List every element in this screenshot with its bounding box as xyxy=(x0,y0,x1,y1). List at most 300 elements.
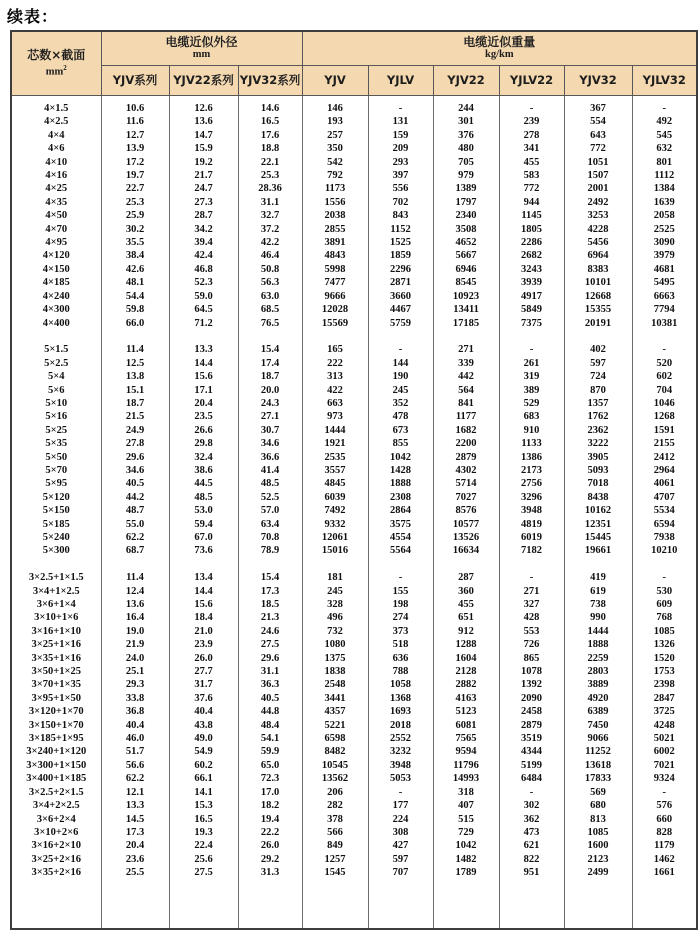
value-cell: 3575 xyxy=(368,518,433,531)
value-cell: 4920 xyxy=(564,692,632,705)
table-row xyxy=(11,397,697,410)
value-cell: 1838 xyxy=(302,665,368,678)
value-cell: 1921 xyxy=(302,437,368,450)
value-cell: 59.0 xyxy=(169,290,238,303)
row-spec-cell: 4×150 xyxy=(42,263,70,275)
value-cell: 2286 xyxy=(499,236,564,249)
value-cell: 11252 xyxy=(564,745,632,758)
value-cell: 643 xyxy=(564,129,632,142)
value-cell: 41.4 xyxy=(238,464,302,477)
table-row xyxy=(11,531,697,544)
value-cell: 1600 xyxy=(564,839,632,852)
value-cell: 402 xyxy=(564,343,632,356)
table-row xyxy=(11,223,697,236)
value-cell: 6039 xyxy=(302,491,368,504)
value-cell: 680 xyxy=(564,799,632,812)
table-row xyxy=(11,799,697,812)
value-cell: 2458 xyxy=(499,705,564,718)
value-cell: 37.6 xyxy=(169,692,238,705)
value-cell: 15016 xyxy=(302,544,368,557)
empty-cell xyxy=(302,330,368,343)
value-cell: 2492 xyxy=(564,196,632,209)
value-cell: 224 xyxy=(368,813,433,826)
value-cell: 20.0 xyxy=(238,384,302,397)
value-cell: 530 xyxy=(632,585,697,598)
table-header xyxy=(11,31,697,95)
value-cell: 597 xyxy=(368,853,433,866)
value-cell: 21.3 xyxy=(238,611,302,624)
value-cell: 24.0 xyxy=(101,652,169,665)
table-row xyxy=(11,745,697,758)
value-cell: 5199 xyxy=(499,759,564,772)
value-cell: 3891 xyxy=(302,236,368,249)
value-cell: 1507 xyxy=(564,169,632,182)
value-cell: 25.3 xyxy=(238,169,302,182)
value-cell: 20191 xyxy=(564,317,632,330)
value-cell: 5534 xyxy=(632,504,697,517)
value-cell: 6019 xyxy=(499,531,564,544)
value-cell: 36.6 xyxy=(238,451,302,464)
row-spec-cell: 3×10+1×6 xyxy=(34,612,79,624)
value-cell: 7794 xyxy=(632,303,697,316)
row-spec-cell: 3×240+1×120 xyxy=(26,746,87,758)
value-cell: 1545 xyxy=(302,866,368,879)
header-weight-label: 电缆近似重量 xyxy=(463,35,536,50)
value-cell: 42.6 xyxy=(101,263,169,276)
value-cell: 52.3 xyxy=(169,276,238,289)
value-cell: 42.2 xyxy=(238,236,302,249)
empty-cell xyxy=(632,558,697,571)
value-cell: 9066 xyxy=(564,732,632,745)
value-cell: 7021 xyxy=(632,759,697,772)
value-cell: - xyxy=(368,102,433,115)
value-cell: 16634 xyxy=(433,544,499,557)
table-row xyxy=(11,263,697,276)
table-row xyxy=(11,491,697,504)
value-cell: 397 xyxy=(368,169,433,182)
value-cell: 496 xyxy=(302,611,368,624)
header-col-yjv22-series: YJV22系列 xyxy=(169,65,238,95)
value-cell: 442 xyxy=(433,370,499,383)
table-row xyxy=(11,544,697,557)
value-cell: 40.5 xyxy=(238,692,302,705)
value-cell: 2296 xyxy=(368,263,433,276)
value-cell: 813 xyxy=(564,813,632,826)
empty-cell xyxy=(368,95,433,102)
value-cell: - xyxy=(368,571,433,584)
value-cell: 282 xyxy=(302,799,368,812)
header-weight-group xyxy=(302,31,697,65)
value-cell: 4248 xyxy=(632,719,697,732)
value-cell: 6946 xyxy=(433,263,499,276)
value-cell: 17.2 xyxy=(101,156,169,169)
value-cell: 480 xyxy=(433,142,499,155)
row-spec-cell: 5×4 xyxy=(48,371,65,383)
value-cell: 822 xyxy=(499,853,564,866)
empty-cell xyxy=(433,95,499,102)
row-spec-cell: 3×70+1×35 xyxy=(31,679,81,691)
cable-spec-table xyxy=(10,30,698,930)
value-cell: 632 xyxy=(632,142,697,155)
table-row xyxy=(11,665,697,678)
value-cell: 5998 xyxy=(302,263,368,276)
value-cell: 2682 xyxy=(499,249,564,262)
value-cell: - xyxy=(499,343,564,356)
value-cell: 1078 xyxy=(499,665,564,678)
value-cell: 30.7 xyxy=(238,424,302,437)
value-cell: 43.8 xyxy=(169,719,238,732)
value-cell: 261 xyxy=(499,357,564,370)
value-cell: 1326 xyxy=(632,638,697,651)
value-cell: 59.9 xyxy=(238,745,302,758)
value-cell: 13.3 xyxy=(101,799,169,812)
value-cell: 373 xyxy=(368,625,433,638)
value-cell: 10545 xyxy=(302,759,368,772)
table-row xyxy=(11,115,697,128)
value-cell: - xyxy=(632,102,697,115)
value-cell: 2756 xyxy=(499,477,564,490)
table-row xyxy=(11,638,697,651)
value-cell: 54.4 xyxy=(101,290,169,303)
value-cell: 12668 xyxy=(564,290,632,303)
value-cell: 244 xyxy=(433,102,499,115)
value-cell: 31.1 xyxy=(238,665,302,678)
empty-cell xyxy=(302,880,368,929)
value-cell: 1058 xyxy=(368,678,433,691)
value-cell: 26.0 xyxy=(238,839,302,852)
value-cell: 271 xyxy=(499,585,564,598)
value-cell: 24.6 xyxy=(238,625,302,638)
value-cell: 7477 xyxy=(302,276,368,289)
value-cell: 912 xyxy=(433,625,499,638)
value-cell: 5714 xyxy=(433,477,499,490)
value-cell: 973 xyxy=(302,410,368,423)
value-cell: 2001 xyxy=(564,182,632,195)
value-cell: 29.6 xyxy=(238,652,302,665)
value-cell: 341 xyxy=(499,142,564,155)
header-weight-unit: kg/km xyxy=(484,49,514,61)
value-cell: 865 xyxy=(499,652,564,665)
value-cell: 5053 xyxy=(368,772,433,785)
value-cell: 20.4 xyxy=(101,839,169,852)
value-cell: 705 xyxy=(433,156,499,169)
value-cell: 5221 xyxy=(302,719,368,732)
value-cell: 870 xyxy=(564,384,632,397)
table-row xyxy=(11,571,697,584)
row-spec-cell: 3×4+1×2.5 xyxy=(32,585,80,597)
value-cell: 5093 xyxy=(564,464,632,477)
header-col-yjlv: YJLV xyxy=(368,65,433,95)
empty-cell xyxy=(101,558,169,571)
table-row xyxy=(11,317,697,330)
value-cell: 5667 xyxy=(433,249,499,262)
value-cell: 23.6 xyxy=(101,853,169,866)
value-cell: 1080 xyxy=(302,638,368,651)
row-spec-cell: 4×300 xyxy=(42,304,70,316)
value-cell: 8545 xyxy=(433,276,499,289)
row-spec-cell: 3×16+1×10 xyxy=(31,625,81,637)
value-cell: 328 xyxy=(302,598,368,611)
value-cell: 15.6 xyxy=(169,598,238,611)
value-cell: 3725 xyxy=(632,705,697,718)
header-core-section xyxy=(11,31,101,95)
value-cell: 1604 xyxy=(433,652,499,665)
value-cell: 15445 xyxy=(564,531,632,544)
value-cell: 8482 xyxy=(302,745,368,758)
value-cell: 27.5 xyxy=(238,638,302,651)
value-cell: 46.8 xyxy=(169,263,238,276)
value-cell: 583 xyxy=(499,169,564,182)
value-cell: 1797 xyxy=(433,196,499,209)
empty-cell xyxy=(11,558,101,571)
value-cell: 62.2 xyxy=(101,531,169,544)
row-spec-cell: 3×35+2×16 xyxy=(31,867,81,879)
value-cell: 772 xyxy=(499,182,564,195)
value-cell: 3508 xyxy=(433,223,499,236)
value-cell: 51.7 xyxy=(101,745,169,758)
value-cell: 4681 xyxy=(632,263,697,276)
value-cell: 6002 xyxy=(632,745,697,758)
value-cell: 651 xyxy=(433,611,499,624)
value-cell: 6598 xyxy=(302,732,368,745)
value-cell: - xyxy=(499,102,564,115)
value-cell: 301 xyxy=(433,115,499,128)
empty-cell xyxy=(433,880,499,929)
table-row xyxy=(11,611,697,624)
row-spec-cell: 3×35+1×16 xyxy=(31,652,81,664)
value-cell: 40.5 xyxy=(101,477,169,490)
value-cell: 1444 xyxy=(302,424,368,437)
value-cell: 56.6 xyxy=(101,759,169,772)
value-cell: 352 xyxy=(368,397,433,410)
value-cell: 515 xyxy=(433,813,499,826)
value-cell: 597 xyxy=(564,357,632,370)
value-cell: 407 xyxy=(433,799,499,812)
value-cell: 11796 xyxy=(433,759,499,772)
value-cell: 492 xyxy=(632,115,697,128)
value-cell: 663 xyxy=(302,397,368,410)
header-diameter-label: 电缆近似外径 xyxy=(165,35,238,50)
value-cell: 25.5 xyxy=(101,866,169,879)
value-cell: 1525 xyxy=(368,236,433,249)
empty-cell xyxy=(238,880,302,929)
row-spec-cell: 4×240 xyxy=(42,290,70,302)
empty-cell xyxy=(169,558,238,571)
value-cell: 35.5 xyxy=(101,236,169,249)
group-gap-row xyxy=(11,558,697,571)
value-cell: 7565 xyxy=(433,732,499,745)
value-cell: 67.0 xyxy=(169,531,238,544)
value-cell: 545 xyxy=(632,129,697,142)
value-cell: 2362 xyxy=(564,424,632,437)
value-cell: 50.8 xyxy=(238,263,302,276)
value-cell: 39.4 xyxy=(169,236,238,249)
value-cell: 6663 xyxy=(632,290,697,303)
empty-cell xyxy=(238,95,302,102)
table-row xyxy=(11,678,697,691)
value-cell: 576 xyxy=(632,799,697,812)
value-cell: 222 xyxy=(302,357,368,370)
value-cell: 22.4 xyxy=(169,839,238,852)
value-cell: 1386 xyxy=(499,451,564,464)
row-spec-cell: 5×185 xyxy=(42,518,70,530)
value-cell: 1046 xyxy=(632,397,697,410)
row-spec-cell: 4×4 xyxy=(48,129,65,141)
value-cell: 31.7 xyxy=(169,678,238,691)
value-cell: 274 xyxy=(368,611,433,624)
value-cell: 427 xyxy=(368,839,433,852)
value-cell: 2847 xyxy=(632,692,697,705)
spacer-row xyxy=(11,95,697,102)
value-cell: 529 xyxy=(499,397,564,410)
table-row xyxy=(11,853,697,866)
value-cell: 9666 xyxy=(302,290,368,303)
value-cell: 4917 xyxy=(499,290,564,303)
value-cell: 2871 xyxy=(368,276,433,289)
value-cell: 76.5 xyxy=(238,317,302,330)
value-cell: 278 xyxy=(499,129,564,142)
value-cell: 12.1 xyxy=(101,786,169,799)
value-cell: 245 xyxy=(368,384,433,397)
value-cell: 44.8 xyxy=(238,705,302,718)
value-cell: 16.5 xyxy=(238,115,302,128)
value-cell: 4302 xyxy=(433,464,499,477)
value-cell: 1762 xyxy=(564,410,632,423)
table-row xyxy=(11,585,697,598)
value-cell: 455 xyxy=(433,598,499,611)
value-cell: 3222 xyxy=(564,437,632,450)
value-cell: 4707 xyxy=(632,491,697,504)
value-cell: 20.4 xyxy=(169,397,238,410)
value-cell: 19.7 xyxy=(101,169,169,182)
value-cell: 855 xyxy=(368,437,433,450)
value-cell: 271 xyxy=(433,343,499,356)
empty-cell xyxy=(499,558,564,571)
value-cell: 12028 xyxy=(302,303,368,316)
empty-cell xyxy=(368,330,433,343)
value-cell: 7027 xyxy=(433,491,499,504)
value-cell: 319 xyxy=(499,370,564,383)
empty-cell xyxy=(101,95,169,102)
value-cell: 2864 xyxy=(368,504,433,517)
table-row xyxy=(11,129,697,142)
table-row xyxy=(11,102,697,115)
value-cell: 7492 xyxy=(302,504,368,517)
row-spec-cell: 4×95 xyxy=(45,237,68,249)
value-cell: 34.2 xyxy=(169,223,238,236)
table-row xyxy=(11,518,697,531)
value-cell: 1859 xyxy=(368,249,433,262)
value-cell: 27.3 xyxy=(169,196,238,209)
page-title: 续表： xyxy=(7,7,59,26)
value-cell: 619 xyxy=(564,585,632,598)
value-cell: 2038 xyxy=(302,209,368,222)
empty-cell xyxy=(169,330,238,343)
value-cell: 1112 xyxy=(632,169,697,182)
empty-cell xyxy=(169,95,238,102)
value-cell: 2173 xyxy=(499,464,564,477)
table-row xyxy=(11,786,697,799)
value-cell: 1389 xyxy=(433,182,499,195)
empty-cell xyxy=(499,880,564,929)
value-cell: 34.6 xyxy=(101,464,169,477)
value-cell: 4843 xyxy=(302,249,368,262)
value-cell: 362 xyxy=(499,813,564,826)
value-cell: 14.1 xyxy=(169,786,238,799)
row-spec-cell: 5×25 xyxy=(45,424,68,436)
value-cell: 78.9 xyxy=(238,544,302,557)
value-cell: 1444 xyxy=(564,625,632,638)
value-cell: 14.6 xyxy=(238,102,302,115)
value-cell: 3253 xyxy=(564,209,632,222)
value-cell: 478 xyxy=(368,410,433,423)
empty-cell xyxy=(499,95,564,102)
value-cell: 12.5 xyxy=(101,357,169,370)
value-cell: 2548 xyxy=(302,678,368,691)
value-cell: 22.1 xyxy=(238,156,302,169)
value-cell: 1661 xyxy=(632,866,697,879)
value-cell: 1177 xyxy=(433,410,499,423)
value-cell: 360 xyxy=(433,585,499,598)
header-group-row xyxy=(11,31,697,65)
table-body xyxy=(11,95,697,929)
value-cell: 1520 xyxy=(632,652,697,665)
value-cell: 12351 xyxy=(564,518,632,531)
row-spec-cell: 4×35 xyxy=(45,196,68,208)
value-cell: 609 xyxy=(632,598,697,611)
table-row xyxy=(11,410,697,423)
value-cell: 10577 xyxy=(433,518,499,531)
empty-cell xyxy=(564,95,632,102)
value-cell: 10101 xyxy=(564,276,632,289)
value-cell: 17.3 xyxy=(238,585,302,598)
value-cell: 566 xyxy=(302,826,368,839)
value-cell: 19.3 xyxy=(169,826,238,839)
value-cell: 14.4 xyxy=(169,357,238,370)
table-row xyxy=(11,598,697,611)
value-cell: 17.4 xyxy=(238,357,302,370)
value-cell: 32.7 xyxy=(238,209,302,222)
value-cell: 2259 xyxy=(564,652,632,665)
value-cell: 4652 xyxy=(433,236,499,249)
row-spec-cell: 3×16+2×10 xyxy=(31,840,81,852)
value-cell: 66.1 xyxy=(169,772,238,785)
value-cell: 57.0 xyxy=(238,504,302,517)
empty-cell xyxy=(302,95,368,102)
value-cell: 6594 xyxy=(632,518,697,531)
value-cell: 801 xyxy=(632,156,697,169)
value-cell: 22.2 xyxy=(238,826,302,839)
row-spec-cell: 3×6+1×4 xyxy=(36,599,76,610)
value-cell: 350 xyxy=(302,142,368,155)
value-cell: 49.0 xyxy=(169,732,238,745)
empty-cell xyxy=(238,558,302,571)
value-cell: 165 xyxy=(302,343,368,356)
value-cell: 2552 xyxy=(368,732,433,745)
value-cell: 18.7 xyxy=(238,370,302,383)
value-cell: 732 xyxy=(302,625,368,638)
value-cell: 18.4 xyxy=(169,611,238,624)
value-cell: 473 xyxy=(499,826,564,839)
value-cell: 27.7 xyxy=(169,665,238,678)
value-cell: 1357 xyxy=(564,397,632,410)
empty-cell xyxy=(11,880,101,929)
value-cell: 19661 xyxy=(564,544,632,557)
value-cell: 1257 xyxy=(302,853,368,866)
value-cell: 60.2 xyxy=(169,759,238,772)
row-spec-cell: 4×50 xyxy=(45,210,68,222)
table-row xyxy=(11,625,697,638)
